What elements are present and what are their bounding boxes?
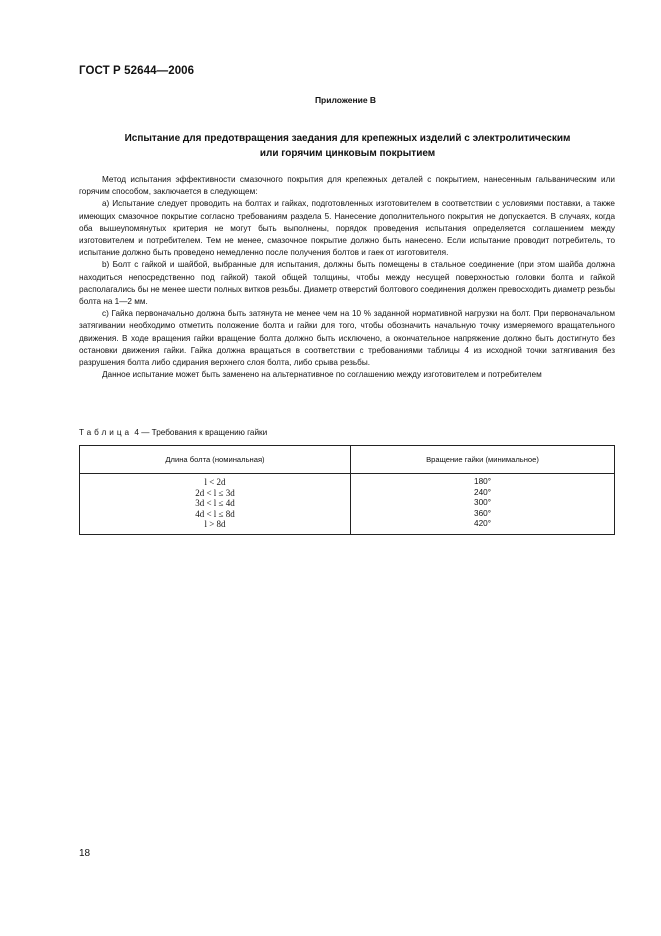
header-nut-rotation: Вращение гайки (минимальное) (351, 446, 615, 474)
table-caption-word: Таблица (79, 428, 133, 437)
table-caption (79, 428, 267, 437)
bolt-length-value: 3d < l ≤ 4d (195, 498, 235, 509)
table-caption-text: 4 — Требования к вращению гайки (132, 428, 268, 437)
body-text (79, 174, 615, 381)
table-row (80, 474, 615, 535)
nut-rotation-cell (351, 474, 615, 535)
rotation-requirements-table (79, 445, 615, 535)
paragraph-a: a) Испытание следует проводить на болтах и гайках, подготовленных изготовителем в соответствии с условиями поставки, а также имеющих смазочное покрытие согласно требованиям раздела 5. Нанесение дополнительного покрытия не допускается. В случаях, когда оба вышеупомянутых критерия не могут быть выполнены, порядок проведения испытания определяется соглашением между изготовителем и потребителем. Тем не менее, смазочное покрытие должно быть нанесено. Если испытание проводит потребитель, то испытание должно быть проведено немедленно после получения болтов и гаек от изготовителя. (79, 199, 615, 258)
bolt-length-value: l < 2d (204, 477, 226, 487)
bolt-length-value: 2d < l ≤ 3d (195, 487, 235, 498)
paragraph-c: c) Гайка первоначально должна быть затянута не менее чем на 10 % заданной нормативной нагрузки на болт. При первоначальном затягивании необходимо отметить положение болта и гайки для того, чтобы обозначить начальную точку измеряемого вращательного движения. В ходе вращения гайки вращение болта должно быть исключено, а окончательное напряжение должно быть достигнуто без остановки движения гайки. Гайка должна вращаться в соответствии с требованиями таблицы 4 из исходной точки затягивания без разрушения болта либо сдирания верхнего слоя болта, либо срыва резьбы. (79, 309, 615, 368)
bolt-length-value: l > 8d (204, 519, 226, 530)
header-bolt-length: Длина болта (номинальная) (80, 446, 351, 474)
title-line: Испытание для предотвращения заедания для крепежных изделий с электролитическим (124, 133, 571, 144)
bolt-length-value: 4d < l ≤ 8d (195, 508, 235, 519)
title-line: или горячим цинковым покрытием (259, 148, 436, 159)
paragraph-alternative: Данное испытание может быть заменено на альтернативное по соглашению между изготовителем и потребителем (102, 370, 542, 380)
page-number: 18 (79, 848, 91, 859)
nut-rotation-value: 420° (474, 519, 491, 529)
appendix-label: Приложение В (314, 95, 377, 105)
paragraph-b: b) Болт с гайкой и шайбой, выбранные для испытания, должны быть помещены в стальное соединение (при этом шайба должна находиться непосредственно под гайкой) такой общей толщины, чтобы между несущей поверхностью головки болта и гайкой располагались бы не менее шести полных витков резьбы. Диаметр отверстий болтового соединения должен превосходить диаметр резьбы болта на 1—2 мм. (79, 260, 615, 307)
paragraph-intro: Метод испытания эффективности смазочного покрытия для крепежных деталей с покрытием, нанесенным гальваническим или горячим способом, заключается в следующем: (79, 175, 615, 197)
nut-rotation-value: 360° (474, 508, 491, 518)
bolt-length-cell (80, 474, 351, 535)
nut-rotation-value: 180° (474, 477, 491, 486)
section-title (80, 131, 615, 161)
table-header-row (80, 446, 615, 474)
nut-rotation-value: 300° (474, 498, 491, 508)
document-header: ГОСТ Р 52644—2006 (79, 65, 195, 77)
nut-rotation-value: 240° (474, 487, 491, 497)
